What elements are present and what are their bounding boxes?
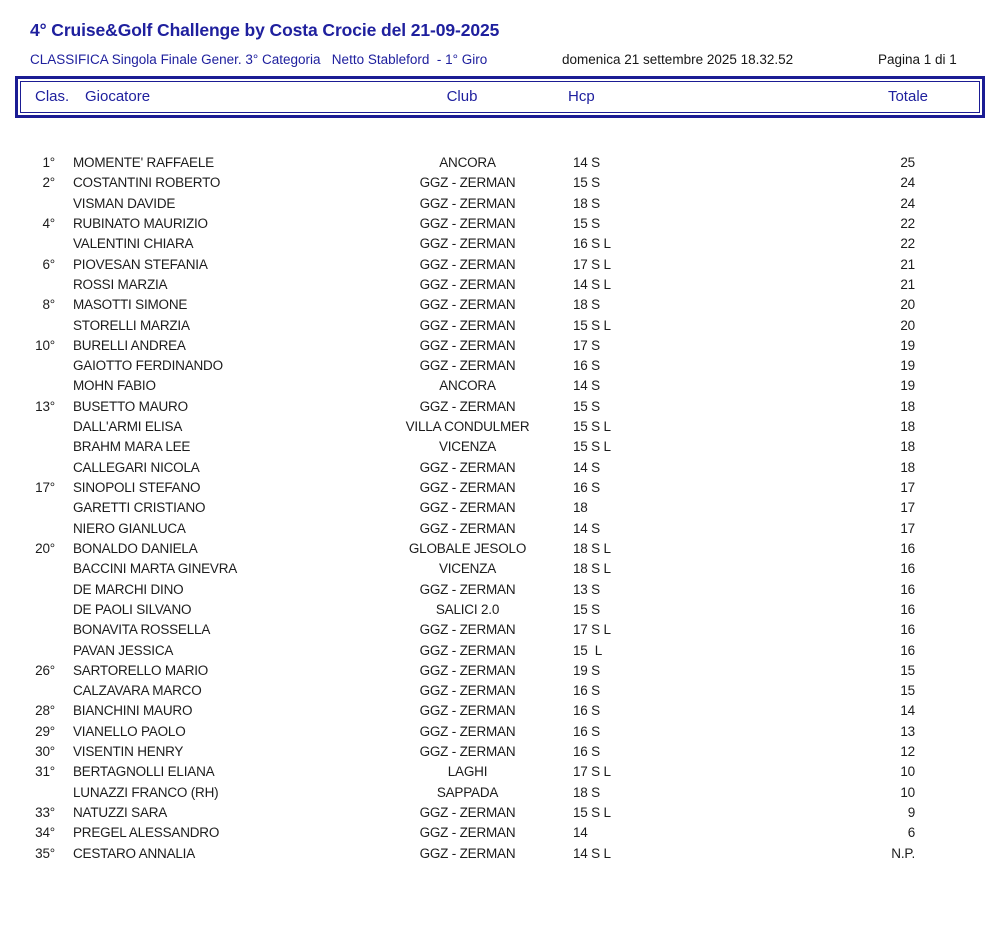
hcp-cell: 15 S — [573, 601, 600, 617]
table-row — [0, 742, 915, 762]
total-cell: 22 — [900, 236, 915, 252]
rank-cell: 6° — [42, 256, 55, 272]
player-name-cell: VIANELLO PAOLO — [73, 723, 186, 739]
player-name-cell: MASOTTI SIMONE — [73, 297, 188, 313]
club-cell: GGZ - ZERMAN — [419, 480, 516, 495]
hcp-cell: 18 S L — [573, 561, 611, 577]
hcp-cell: 13 S — [573, 581, 600, 597]
table-row — [0, 336, 915, 356]
table-row — [0, 823, 915, 843]
club-cell: VICENZA — [438, 439, 497, 455]
table-row — [0, 437, 915, 457]
hcp-cell: 16 S L — [573, 236, 611, 252]
club-cell: ANCORA — [439, 378, 496, 394]
rank-cell: 8° — [42, 297, 55, 313]
table-row — [0, 376, 915, 396]
total-cell: N.P. — [891, 845, 915, 861]
player-name-cell: CALZAVARA MARCO — [73, 683, 202, 699]
rank-cell: 26° — [35, 662, 55, 678]
total-cell: 17 — [900, 480, 915, 495]
total-cell: 24 — [900, 195, 915, 211]
column-header-giocatore: Giocatore — [85, 88, 151, 105]
player-name-cell: PAVAN JESSICA — [73, 642, 174, 658]
total-cell: 18 — [900, 439, 915, 455]
hcp-cell: 18 S L — [573, 540, 611, 556]
total-cell: 18 — [900, 419, 915, 435]
rank-cell: 17° — [35, 480, 55, 495]
hcp-cell: 15 S — [573, 175, 600, 191]
club-cell: GGZ - ZERMAN — [419, 642, 516, 658]
hcp-cell: 14 S — [573, 155, 600, 170]
player-name-cell: VISMAN DAVIDE — [73, 195, 176, 211]
player-name-cell: MOMENTE' RAFFAELE — [73, 155, 214, 170]
rank-cell: 35° — [35, 845, 55, 861]
club-cell: GGZ - ZERMAN — [419, 683, 516, 699]
hcp-cell: 16 S — [573, 723, 600, 739]
total-cell: 22 — [900, 215, 915, 231]
player-name-cell: ROSSI MARZIA — [73, 276, 168, 292]
total-cell: 12 — [900, 744, 915, 760]
club-cell: GGZ - ZERMAN — [419, 703, 516, 719]
player-name-cell: BACCINI MARTA GINEVRA — [73, 561, 238, 577]
hcp-cell: 18 S — [573, 784, 600, 800]
hcp-cell: 16 S — [573, 480, 600, 495]
total-cell: 24 — [900, 175, 915, 191]
total-cell: 9 — [907, 805, 915, 820]
hcp-cell: 16 S — [573, 703, 600, 719]
total-cell: 18 — [900, 398, 915, 414]
table-row — [0, 173, 915, 193]
club-cell: GGZ - ZERMAN — [419, 276, 516, 292]
rank-cell: 34° — [35, 825, 55, 841]
table-row — [0, 661, 915, 681]
player-name-cell: BERTAGNOLLI ELIANA — [73, 764, 215, 780]
player-name-cell: DE PAOLI SILVANO — [73, 601, 192, 617]
player-name-cell: DE MARCHI DINO — [73, 581, 184, 597]
table-row — [0, 844, 915, 864]
rank-cell: 29° — [35, 723, 55, 739]
club-cell: GGZ - ZERMAN — [419, 175, 516, 191]
club-cell: GGZ - ZERMAN — [419, 256, 516, 272]
hcp-cell: 15 L — [573, 642, 603, 658]
club-cell: GGZ - ZERMAN — [419, 500, 516, 516]
report-datetime: domenica 21 settembre 2025 18.32.52 — [562, 52, 794, 67]
table-row — [0, 255, 915, 275]
player-name-cell: VISENTIN HENRY — [73, 744, 184, 760]
total-cell: 16 — [900, 622, 915, 638]
total-cell: 21 — [900, 276, 915, 292]
player-name-cell: MOHN FABIO — [73, 378, 156, 394]
player-name-cell: SINOPOLI STEFANO — [73, 480, 201, 495]
player-name-cell: VALENTINI CHIARA — [73, 236, 194, 252]
hcp-cell: 16 S — [573, 683, 600, 699]
rank-cell: 30° — [35, 744, 55, 760]
classification-subtitle: CLASSIFICA Singola Finale Gener. 3° Categoria Netto Stableford - 1° Giro — [30, 52, 488, 67]
column-header-clas: Clas. — [35, 88, 70, 105]
total-cell: 19 — [900, 358, 915, 374]
player-name-cell: LUNAZZI FRANCO (RH) — [73, 784, 219, 800]
table-row — [0, 803, 915, 823]
hcp-cell: 14 S L — [573, 276, 611, 292]
player-name-cell: NATUZZI SARA — [73, 805, 168, 820]
player-name-cell: CALLEGARI NICOLA — [73, 459, 200, 475]
total-cell: 19 — [900, 378, 915, 394]
club-cell: LAGHI — [447, 764, 488, 780]
player-name-cell: COSTANTINI ROBERTO — [73, 175, 221, 191]
club-cell: GGZ - ZERMAN — [419, 337, 516, 353]
total-cell: 16 — [900, 561, 915, 577]
column-header-totale: Totale — [887, 88, 928, 105]
club-cell: GGZ - ZERMAN — [419, 236, 516, 252]
hcp-cell: 14 — [573, 825, 588, 841]
club-cell: GGZ - ZERMAN — [419, 662, 516, 678]
hcp-cell: 18 S — [573, 297, 600, 313]
total-cell: 17 — [900, 500, 915, 516]
club-cell: VICENZA — [438, 561, 497, 577]
club-cell: GGZ - ZERMAN — [419, 581, 516, 597]
club-cell: GGZ - ZERMAN — [419, 723, 516, 739]
player-name-cell: DALL'ARMI ELISA — [73, 419, 183, 435]
club-cell: GGZ - ZERMAN — [419, 825, 516, 841]
total-cell: 14 — [900, 703, 915, 719]
table-row — [0, 620, 915, 640]
player-name-cell: BONALDO DANIELA — [73, 540, 198, 556]
total-cell: 25 — [900, 155, 915, 170]
hcp-cell: 14 S L — [573, 845, 611, 861]
club-cell: SAPPADA — [436, 784, 499, 800]
table-row — [0, 397, 915, 417]
total-cell: 10 — [900, 764, 915, 780]
table-row — [0, 356, 915, 376]
rank-cell: 10° — [35, 337, 55, 353]
player-name-cell: RUBINATO MAURIZIO — [73, 215, 208, 231]
hcp-cell: 17 S L — [573, 622, 611, 638]
rank-cell: 33° — [35, 805, 55, 820]
hcp-cell: 18 — [573, 500, 588, 516]
total-cell: 13 — [900, 723, 915, 739]
rank-cell: 13° — [35, 398, 55, 414]
club-cell: GGZ - ZERMAN — [419, 622, 516, 638]
table-row — [0, 316, 915, 336]
club-cell: GGZ - ZERMAN — [419, 520, 516, 536]
rank-cell: 4° — [42, 215, 55, 231]
player-name-cell: BIANCHINI MAURO — [73, 703, 193, 719]
hcp-cell: 19 S — [573, 662, 600, 678]
table-row — [0, 153, 915, 173]
table-row — [0, 539, 915, 559]
table-row — [0, 580, 915, 600]
table-row — [0, 783, 915, 803]
table-row — [0, 600, 915, 620]
table-row — [0, 559, 915, 579]
total-cell: 16 — [900, 642, 915, 658]
hcp-cell: 18 S — [573, 195, 600, 211]
hcp-cell: 15 S L — [573, 805, 611, 820]
total-cell: 18 — [900, 459, 915, 475]
table-row — [0, 722, 915, 742]
rank-cell: 31° — [35, 764, 55, 780]
club-cell: GGZ - ZERMAN — [419, 845, 516, 861]
table-row — [0, 194, 915, 214]
table-row — [0, 519, 915, 539]
total-cell: 16 — [900, 540, 915, 556]
rank-cell: 2° — [42, 175, 55, 191]
club-cell: GGZ - ZERMAN — [419, 215, 516, 231]
total-cell: 19 — [900, 337, 915, 353]
club-cell: GLOBALE JESOLO — [408, 540, 527, 556]
total-cell: 15 — [900, 662, 915, 678]
table-row — [0, 478, 915, 498]
player-name-cell: STORELLI MARZIA — [73, 317, 190, 333]
player-name-cell: BONAVITA ROSSELLA — [73, 622, 211, 638]
rank-cell: 28° — [35, 703, 55, 719]
hcp-cell: 17 S — [573, 337, 600, 353]
club-cell: GGZ - ZERMAN — [419, 317, 516, 333]
total-cell: 16 — [900, 581, 915, 597]
table-row — [0, 681, 915, 701]
player-name-cell: BRAHM MARA LEE — [73, 439, 191, 455]
table-row — [0, 762, 915, 782]
hcp-cell: 17 S L — [573, 764, 611, 780]
player-name-cell: CESTARO ANNALIA — [73, 845, 196, 861]
total-cell: 17 — [900, 520, 915, 536]
table-row — [0, 295, 915, 315]
club-cell: GGZ - ZERMAN — [419, 358, 516, 374]
player-name-cell: SARTORELLO MARIO — [73, 662, 209, 678]
player-name-cell: NIERO GIANLUCA — [73, 520, 186, 536]
club-cell: VILLA CONDULMER — [405, 419, 530, 435]
hcp-cell: 15 S — [573, 398, 600, 414]
hcp-cell: 15 S L — [573, 317, 611, 333]
rank-cell: 20° — [35, 540, 55, 556]
hcp-cell: 14 S — [573, 378, 600, 394]
club-cell: GGZ - ZERMAN — [419, 805, 516, 820]
club-cell: GGZ - ZERMAN — [419, 398, 516, 414]
total-cell: 6 — [907, 825, 915, 841]
page-title: 4° Cruise&Golf Challenge by Costa Crocie del 21-09-2025 — [30, 20, 500, 40]
club-cell: GGZ - ZERMAN — [419, 297, 516, 313]
player-name-cell: GAIOTTO FERDINANDO — [73, 358, 223, 374]
total-cell: 16 — [900, 601, 915, 617]
page-indicator: Pagina 1 di 1 — [878, 52, 957, 67]
player-name-cell: PREGEL ALESSANDRO — [73, 825, 220, 841]
club-cell: GGZ - ZERMAN — [419, 195, 516, 211]
table-row — [0, 701, 915, 721]
table-row — [0, 234, 915, 254]
hcp-cell: 17 S L — [573, 256, 611, 272]
club-cell: GGZ - ZERMAN — [419, 744, 516, 760]
player-name-cell: BUSETTO MAURO — [73, 398, 188, 414]
hcp-cell: 16 S — [573, 744, 600, 760]
total-cell: 15 — [900, 683, 915, 699]
hcp-cell: 15 S L — [573, 439, 611, 455]
results-table-body — [0, 153, 915, 864]
column-header-club: Club — [446, 88, 478, 105]
club-cell: ANCORA — [439, 155, 496, 170]
table-row — [0, 214, 915, 234]
table-row — [0, 641, 915, 661]
table-row — [0, 275, 915, 295]
total-cell: 20 — [900, 317, 915, 333]
player-name-cell: BURELLI ANDREA — [73, 337, 186, 353]
table-row — [0, 498, 915, 518]
total-cell: 10 — [900, 784, 915, 800]
player-name-cell: GARETTI CRISTIANO — [73, 500, 206, 516]
column-header-hcp: Hcp — [568, 88, 595, 105]
player-name-cell: PIOVESAN STEFANIA — [73, 256, 208, 272]
club-cell: GGZ - ZERMAN — [419, 459, 516, 475]
hcp-cell: 15 S L — [573, 419, 611, 435]
total-cell: 21 — [900, 256, 915, 272]
rank-cell: 1° — [42, 155, 55, 170]
hcp-cell: 14 S — [573, 459, 600, 475]
club-cell: SALICI 2.0 — [435, 601, 500, 617]
hcp-cell: 16 S — [573, 358, 600, 374]
table-header-row — [0, 76, 1000, 118]
total-cell: 20 — [900, 297, 915, 313]
table-row — [0, 417, 915, 437]
hcp-cell: 14 S — [573, 520, 600, 536]
table-row — [0, 458, 915, 478]
hcp-cell: 15 S — [573, 215, 600, 231]
